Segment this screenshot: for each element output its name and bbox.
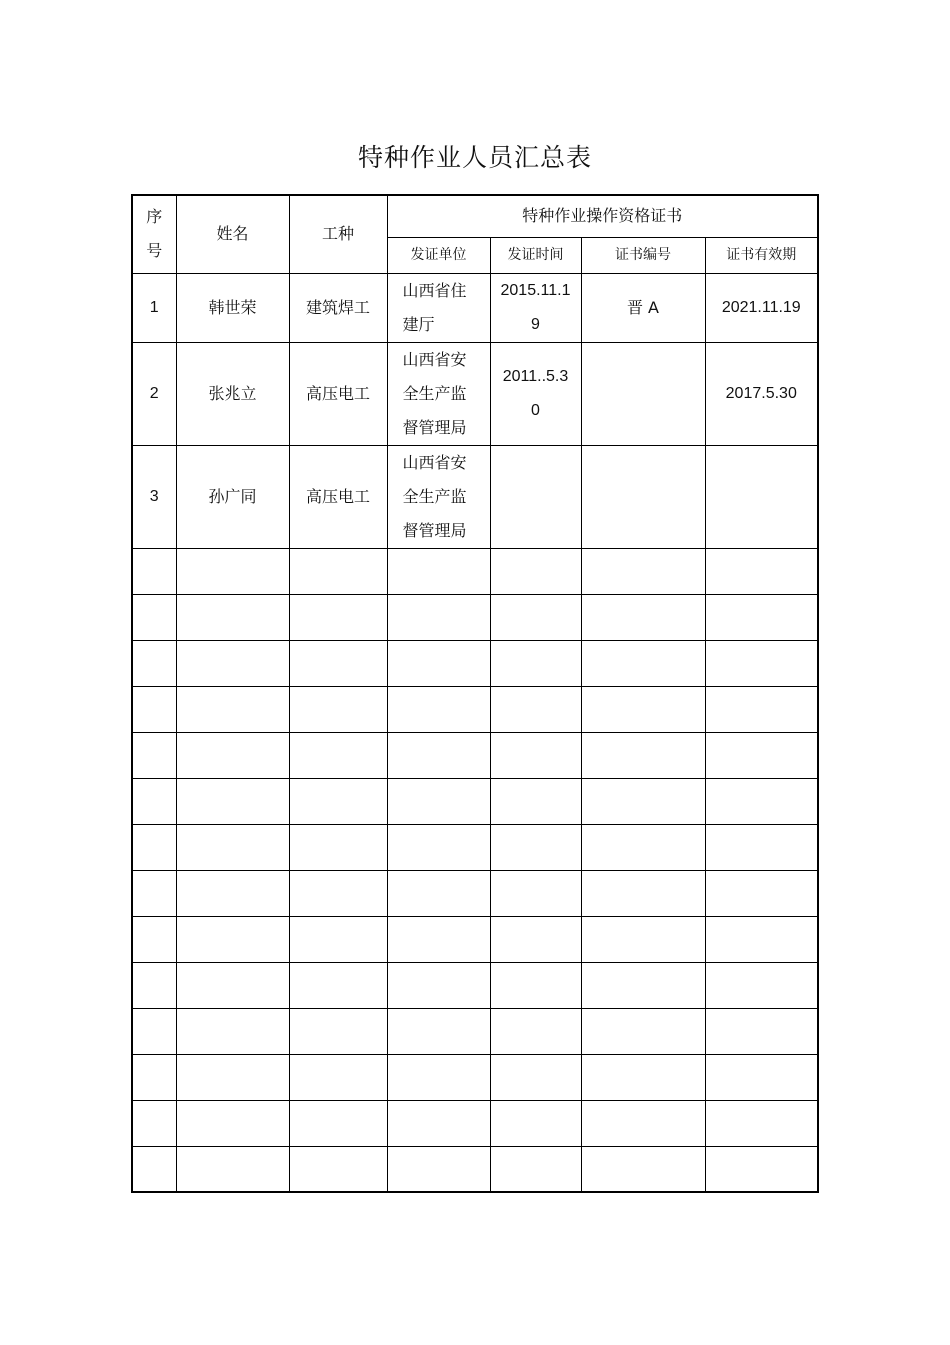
table-row-empty bbox=[132, 594, 818, 640]
cell-trade: 建筑焊工 bbox=[289, 273, 387, 342]
empty-cell bbox=[581, 732, 705, 778]
empty-cell bbox=[176, 962, 289, 1008]
special-operations-personnel-table bbox=[131, 194, 819, 1193]
empty-cell bbox=[387, 1146, 490, 1192]
cell-trade: 高压电工 bbox=[289, 342, 387, 445]
table-row-empty bbox=[132, 824, 818, 870]
page-title: 特种作业人员汇总表 bbox=[357, 143, 592, 172]
empty-cell bbox=[176, 1100, 289, 1146]
empty-cell bbox=[176, 1008, 289, 1054]
empty-cell bbox=[490, 594, 581, 640]
header-cert-no: 证书编号 bbox=[581, 237, 705, 273]
empty-cell bbox=[581, 1054, 705, 1100]
empty-cell bbox=[132, 1100, 176, 1146]
cell-issue-date bbox=[490, 445, 581, 548]
empty-cell bbox=[705, 548, 818, 594]
cell-issue-date: 2011..5.30 bbox=[490, 342, 581, 445]
empty-cell bbox=[132, 686, 176, 732]
empty-cell bbox=[289, 594, 387, 640]
empty-cell bbox=[581, 916, 705, 962]
header-row-top bbox=[132, 195, 818, 237]
empty-cell bbox=[705, 732, 818, 778]
empty-cell bbox=[705, 962, 818, 1008]
table-row-empty bbox=[132, 548, 818, 594]
empty-cell bbox=[581, 1008, 705, 1054]
empty-cell bbox=[490, 1008, 581, 1054]
empty-cell bbox=[176, 548, 289, 594]
empty-cell bbox=[387, 640, 490, 686]
header-issuer: 发证单位 bbox=[387, 237, 490, 273]
empty-cell bbox=[705, 686, 818, 732]
empty-cell bbox=[387, 1054, 490, 1100]
empty-cell bbox=[387, 594, 490, 640]
empty-cell bbox=[705, 778, 818, 824]
empty-cell bbox=[132, 594, 176, 640]
empty-cell bbox=[289, 1146, 387, 1192]
empty-cell bbox=[705, 1146, 818, 1192]
cell-issue-date: 2015.11.19 bbox=[490, 273, 581, 342]
empty-cell bbox=[490, 686, 581, 732]
empty-cell bbox=[289, 962, 387, 1008]
empty-cell bbox=[289, 870, 387, 916]
empty-cell bbox=[289, 1054, 387, 1100]
cell-issuer: 山西省安全生产监督管理局 bbox=[387, 342, 490, 445]
empty-cell bbox=[490, 916, 581, 962]
table-row-empty bbox=[132, 1008, 818, 1054]
empty-cell bbox=[289, 640, 387, 686]
empty-cell bbox=[490, 640, 581, 686]
table-row-empty bbox=[132, 778, 818, 824]
empty-cell bbox=[490, 1054, 581, 1100]
empty-cell bbox=[581, 1100, 705, 1146]
empty-cell bbox=[176, 640, 289, 686]
table-row-empty bbox=[132, 962, 818, 1008]
empty-cell bbox=[705, 594, 818, 640]
header-seq: 序号 bbox=[132, 195, 176, 273]
empty-cell bbox=[705, 640, 818, 686]
empty-cell bbox=[132, 824, 176, 870]
cell-cert-no bbox=[581, 445, 705, 548]
header-name: 姓名 bbox=[176, 195, 289, 273]
cell-name: 张兆立 bbox=[176, 342, 289, 445]
empty-cell bbox=[490, 962, 581, 1008]
empty-cell bbox=[289, 778, 387, 824]
cell-seq: 3 bbox=[132, 445, 176, 548]
empty-cell bbox=[132, 1054, 176, 1100]
empty-cell bbox=[581, 594, 705, 640]
empty-cell bbox=[490, 824, 581, 870]
empty-cell bbox=[581, 686, 705, 732]
empty-cell bbox=[387, 686, 490, 732]
empty-cell bbox=[387, 824, 490, 870]
empty-cell bbox=[289, 824, 387, 870]
empty-cell bbox=[132, 870, 176, 916]
empty-cell bbox=[289, 916, 387, 962]
cell-cert-no: 晋 A bbox=[581, 273, 705, 342]
cell-validity: 2017.5.30 bbox=[705, 342, 818, 445]
empty-cell bbox=[289, 548, 387, 594]
empty-cell bbox=[289, 1100, 387, 1146]
empty-cell bbox=[176, 1146, 289, 1192]
table-row bbox=[132, 342, 818, 445]
empty-cell bbox=[490, 732, 581, 778]
cell-validity: 2021.11.19 bbox=[705, 273, 818, 342]
empty-cell bbox=[132, 640, 176, 686]
empty-cell bbox=[490, 1100, 581, 1146]
empty-cell bbox=[176, 1054, 289, 1100]
empty-cell bbox=[705, 824, 818, 870]
cell-cert-no bbox=[581, 342, 705, 445]
empty-cell bbox=[132, 1008, 176, 1054]
empty-cell bbox=[176, 916, 289, 962]
empty-cell bbox=[176, 594, 289, 640]
empty-cell bbox=[387, 1008, 490, 1054]
empty-cell bbox=[176, 870, 289, 916]
cell-name: 孙广同 bbox=[176, 445, 289, 548]
empty-cell bbox=[132, 732, 176, 778]
cell-validity bbox=[705, 445, 818, 548]
cell-trade: 高压电工 bbox=[289, 445, 387, 548]
empty-cell bbox=[132, 548, 176, 594]
empty-cell bbox=[581, 962, 705, 1008]
empty-cell bbox=[581, 824, 705, 870]
empty-cell bbox=[387, 778, 490, 824]
table-row-empty bbox=[132, 870, 818, 916]
empty-cell bbox=[581, 870, 705, 916]
empty-cell bbox=[289, 686, 387, 732]
empty-cell bbox=[490, 870, 581, 916]
empty-cell bbox=[132, 916, 176, 962]
empty-cell bbox=[490, 778, 581, 824]
header-trade: 工种 bbox=[289, 195, 387, 273]
empty-cell bbox=[581, 548, 705, 594]
table-row-empty bbox=[132, 640, 818, 686]
cell-issuer: 山西省住建厅 bbox=[387, 273, 490, 342]
table-row-empty bbox=[132, 1146, 818, 1192]
empty-cell bbox=[176, 778, 289, 824]
empty-cell bbox=[581, 778, 705, 824]
empty-cell bbox=[132, 962, 176, 1008]
table-row-empty bbox=[132, 916, 818, 962]
empty-cell bbox=[581, 640, 705, 686]
empty-cell bbox=[705, 1008, 818, 1054]
cell-issuer: 山西省安全生产监督管理局 bbox=[387, 445, 490, 548]
cell-name: 韩世荣 bbox=[176, 273, 289, 342]
empty-cell bbox=[705, 870, 818, 916]
cell-seq: 1 bbox=[132, 273, 176, 342]
empty-cell bbox=[289, 1008, 387, 1054]
empty-cell bbox=[387, 870, 490, 916]
empty-cell bbox=[490, 1146, 581, 1192]
empty-cell bbox=[705, 1054, 818, 1100]
empty-cell bbox=[176, 732, 289, 778]
empty-cell bbox=[387, 916, 490, 962]
empty-cell bbox=[581, 1146, 705, 1192]
header-validity: 证书有效期 bbox=[705, 237, 818, 273]
empty-cell bbox=[705, 1100, 818, 1146]
table-row-empty bbox=[132, 1054, 818, 1100]
empty-cell bbox=[490, 548, 581, 594]
empty-cell bbox=[387, 732, 490, 778]
table-row-empty bbox=[132, 686, 818, 732]
empty-cell bbox=[132, 1146, 176, 1192]
table-row bbox=[132, 273, 818, 342]
empty-cell bbox=[132, 778, 176, 824]
header-cert-group: 特种作业操作资格证书 bbox=[387, 195, 818, 237]
header-issue-date: 发证时间 bbox=[490, 237, 581, 273]
empty-cell bbox=[705, 916, 818, 962]
empty-cell bbox=[176, 824, 289, 870]
empty-cell bbox=[387, 1100, 490, 1146]
table-row bbox=[132, 445, 818, 548]
cell-seq: 2 bbox=[132, 342, 176, 445]
empty-cell bbox=[387, 962, 490, 1008]
table-row-empty bbox=[132, 732, 818, 778]
empty-cell bbox=[176, 686, 289, 732]
empty-cell bbox=[289, 732, 387, 778]
empty-cell bbox=[387, 548, 490, 594]
table-row-empty bbox=[132, 1100, 818, 1146]
